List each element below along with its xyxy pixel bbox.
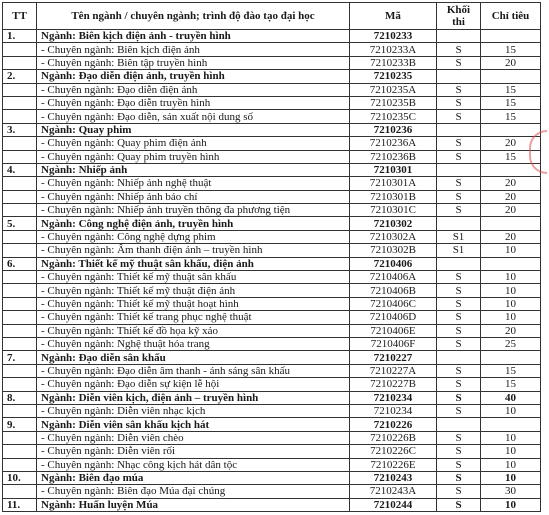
exam-group-cell: S <box>437 498 481 511</box>
row-number-cell <box>3 190 37 203</box>
major-row <box>3 391 541 404</box>
row-number-cell <box>3 137 37 150</box>
program-code-cell: 7210243 <box>350 471 437 484</box>
specialization-row <box>3 110 541 123</box>
program-name-cell: - Chuyên ngành: Quay phim truyền hình <box>37 150 350 163</box>
program-name-cell: - Chuyên ngành: Thiết kế mỹ thuật điện ảnh <box>37 284 350 297</box>
program-name-cell: - Chuyên ngành: Đạo diễn âm thanh - ánh sáng sân khấu <box>37 364 350 377</box>
quota-cell: 20 <box>481 204 541 217</box>
quota-cell: 10 <box>481 311 541 324</box>
specialization-row <box>3 190 541 203</box>
row-number-cell <box>3 404 37 417</box>
specialization-row <box>3 431 541 444</box>
program-code-cell: 7210406E <box>350 324 437 337</box>
header-quota: Chỉ tiêu <box>481 3 541 30</box>
row-number-cell <box>3 177 37 190</box>
quota-cell: 20 <box>481 56 541 69</box>
specialization-row <box>3 337 541 350</box>
major-row <box>3 351 541 364</box>
quota-cell: 10 <box>481 244 541 257</box>
row-number-cell <box>3 378 37 391</box>
row-number-cell <box>3 431 37 444</box>
exam-group-cell: S <box>437 431 481 444</box>
specialization-row <box>3 204 541 217</box>
quota-cell: 20 <box>481 324 541 337</box>
quota-cell: 15 <box>481 83 541 96</box>
exam-group-cell: S <box>437 137 481 150</box>
specialization-row <box>3 284 541 297</box>
exam-group-cell <box>437 257 481 270</box>
specialization-row <box>3 458 541 471</box>
row-number-cell <box>3 311 37 324</box>
major-row <box>3 123 541 136</box>
program-code-cell: 7210234 <box>350 404 437 417</box>
specialization-row <box>3 271 541 284</box>
quota-cell: 10 <box>481 284 541 297</box>
program-code-cell: 7210227 <box>350 351 437 364</box>
program-name-cell: - Chuyên ngành: Công nghệ dựng phim <box>37 230 350 243</box>
specialization-row <box>3 43 541 56</box>
exam-group-cell: S <box>437 324 481 337</box>
program-name-cell: - Chuyên ngành: Đạo diễn truyền hình <box>37 96 350 109</box>
quota-cell: 10 <box>481 297 541 310</box>
specialization-row <box>3 297 541 310</box>
program-code-cell: 7210234 <box>350 391 437 404</box>
program-code-cell: 7210302 <box>350 217 437 230</box>
program-code-cell: 7210406 <box>350 257 437 270</box>
program-code-cell: 7210235A <box>350 83 437 96</box>
program-code-cell: 7210233 <box>350 30 437 43</box>
quota-cell: 15 <box>481 43 541 56</box>
specialization-row <box>3 230 541 243</box>
program-name-cell: Ngành: Đạo diễn sân khấu <box>37 351 350 364</box>
quota-cell <box>481 123 541 136</box>
row-number-cell: 6. <box>3 257 37 270</box>
exam-group-cell <box>437 217 481 230</box>
program-name-cell: - Chuyên ngành: Đạo diễn điện ảnh <box>37 83 350 96</box>
program-code-cell: 7210233A <box>350 43 437 56</box>
major-row <box>3 30 541 43</box>
exam-group-cell <box>437 70 481 83</box>
quota-cell: 10 <box>481 458 541 471</box>
row-number-cell <box>3 230 37 243</box>
program-name-cell: - Chuyên ngành: Nhạc công kịch hát dân tộc <box>37 458 350 471</box>
quota-cell <box>481 30 541 43</box>
exam-group-cell: S <box>437 177 481 190</box>
row-number-cell: 8. <box>3 391 37 404</box>
program-name-cell: Ngành: Diễn viên sân khấu kịch hát <box>37 418 350 431</box>
quota-cell <box>481 418 541 431</box>
program-code-cell: 7210301 <box>350 163 437 176</box>
row-number-cell <box>3 337 37 350</box>
specialization-row <box>3 137 541 150</box>
exam-group-cell: S1 <box>437 230 481 243</box>
row-number-cell: 1. <box>3 30 37 43</box>
row-number-cell <box>3 83 37 96</box>
program-code-cell: 7210236 <box>350 123 437 136</box>
admissions-table <box>2 2 541 512</box>
exam-group-cell: S <box>437 110 481 123</box>
row-number-cell: 11. <box>3 498 37 511</box>
row-number-cell: 10. <box>3 471 37 484</box>
program-code-cell: 7210301B <box>350 190 437 203</box>
header-khoi: Khối thi <box>437 3 481 30</box>
row-number-cell: 5. <box>3 217 37 230</box>
row-number-cell <box>3 297 37 310</box>
program-name-cell: - Chuyên ngành: Nghệ thuật hóa trang <box>37 337 350 350</box>
program-code-cell: 7210227B <box>350 378 437 391</box>
exam-group-cell: S <box>437 391 481 404</box>
program-name-cell: - Chuyên ngành: Thiết kế đồ họa kỹ xảo <box>37 324 350 337</box>
quota-cell <box>481 257 541 270</box>
row-number-cell <box>3 284 37 297</box>
program-code-cell: 7210244 <box>350 498 437 511</box>
row-number-cell: 7. <box>3 351 37 364</box>
major-row <box>3 498 541 511</box>
program-name-cell: - Chuyên ngành: Nhiếp ảnh truyền thông đa phương tiện <box>37 204 350 217</box>
row-number-cell: 3. <box>3 123 37 136</box>
program-name-cell: - Chuyên ngành: Diễn viên chèo <box>37 431 350 444</box>
program-code-cell: 7210301A <box>350 177 437 190</box>
program-code-cell: 7210406B <box>350 284 437 297</box>
program-name-cell: - Chuyên ngành: Âm thanh điện ảnh – truyền hình <box>37 244 350 257</box>
row-number-cell <box>3 364 37 377</box>
quota-cell: 15 <box>481 96 541 109</box>
exam-group-cell <box>437 418 481 431</box>
specialization-row <box>3 445 541 458</box>
table-body <box>3 30 541 512</box>
specialization-row <box>3 56 541 69</box>
program-name-cell: Ngành: Đạo diễn điện ảnh, truyền hình <box>37 70 350 83</box>
quota-cell: 20 <box>481 230 541 243</box>
specialization-row <box>3 150 541 163</box>
quota-cell <box>481 351 541 364</box>
row-number-cell <box>3 204 37 217</box>
quota-cell: 25 <box>481 337 541 350</box>
exam-group-cell: S <box>437 56 481 69</box>
specialization-row <box>3 244 541 257</box>
exam-group-cell: S <box>437 445 481 458</box>
program-name-cell: - Chuyên ngành: Thiết kế mỹ thuật sân khấu <box>37 271 350 284</box>
exam-group-cell <box>437 30 481 43</box>
program-name-cell: Ngành: Diễn viên kịch, điện ảnh – truyền hình <box>37 391 350 404</box>
program-code-cell: 7210227A <box>350 364 437 377</box>
quota-cell: 10 <box>481 471 541 484</box>
row-number-cell: 4. <box>3 163 37 176</box>
program-code-cell: 7210406F <box>350 337 437 350</box>
exam-group-cell: S <box>437 150 481 163</box>
exam-group-cell: S <box>437 271 481 284</box>
row-number-cell <box>3 244 37 257</box>
program-code-cell: 7210226C <box>350 445 437 458</box>
exam-group-cell <box>437 123 481 136</box>
program-name-cell: - Chuyên ngành: Nhiếp ảnh báo chí <box>37 190 350 203</box>
row-number-cell <box>3 324 37 337</box>
row-number-cell <box>3 445 37 458</box>
exam-group-cell: S <box>437 337 481 350</box>
quota-cell: 10 <box>481 498 541 511</box>
major-row <box>3 257 541 270</box>
specialization-row <box>3 364 541 377</box>
specialization-row <box>3 177 541 190</box>
quota-cell: 10 <box>481 404 541 417</box>
quota-cell: 10 <box>481 431 541 444</box>
program-name-cell: - Chuyên ngành: Quay phim điện ảnh <box>37 137 350 150</box>
exam-group-cell: S <box>437 364 481 377</box>
row-number-cell <box>3 96 37 109</box>
major-row <box>3 418 541 431</box>
program-code-cell: 7210233B <box>350 56 437 69</box>
row-number-cell: 9. <box>3 418 37 431</box>
program-name-cell: - Chuyên ngành: Biên tập truyền hình <box>37 56 350 69</box>
exam-group-cell: S <box>437 284 481 297</box>
row-number-cell <box>3 110 37 123</box>
row-number-cell <box>3 43 37 56</box>
exam-group-cell: S <box>437 311 481 324</box>
quota-cell: 40 <box>481 391 541 404</box>
program-name-cell: - Chuyên ngành: Đạo diễn, sản xuất nội dung số <box>37 110 350 123</box>
program-name-cell: Ngành: Biên đạo múa <box>37 471 350 484</box>
header-tt: TT <box>3 3 37 30</box>
program-name-cell: Ngành: Biên kịch điện ảnh - truyền hình <box>37 30 350 43</box>
program-code-cell: 7210406C <box>350 297 437 310</box>
program-name-cell: - Chuyên ngành: Thiết kế mỹ thuật hoạt hình <box>37 297 350 310</box>
program-name-cell: - Chuyên ngành: Thiết kế trang phục nghệ thuật <box>37 311 350 324</box>
quota-cell: 15 <box>481 364 541 377</box>
quota-cell: 10 <box>481 271 541 284</box>
exam-group-cell: S <box>437 297 481 310</box>
program-code-cell: 7210406A <box>350 271 437 284</box>
program-name-cell: Ngành: Thiết kế mỹ thuật sân khấu, điện ảnh <box>37 257 350 270</box>
table-header-row <box>3 3 541 30</box>
program-name-cell: - Chuyên ngành: Biên kịch điện ảnh <box>37 43 350 56</box>
program-name-cell: - Chuyên ngành: Diễn viên rối <box>37 445 350 458</box>
program-code-cell: 7210235C <box>350 110 437 123</box>
program-code-cell: 7210236A <box>350 137 437 150</box>
major-row <box>3 217 541 230</box>
specialization-row <box>3 324 541 337</box>
program-name-cell: - Chuyên ngành: Diễn viên nhạc kịch <box>37 404 350 417</box>
specialization-row <box>3 404 541 417</box>
program-name-cell: - Chuyên ngành: Biên đạo Múa đại chúng <box>37 485 350 498</box>
program-name-cell: Ngành: Quay phim <box>37 123 350 136</box>
exam-group-cell: S <box>437 43 481 56</box>
program-name-cell: - Chuyên ngành: Đạo diễn sự kiện lễ hội <box>37 378 350 391</box>
specialization-row <box>3 96 541 109</box>
row-number-cell <box>3 150 37 163</box>
exam-group-cell: S <box>437 485 481 498</box>
program-code-cell: 7210226E <box>350 458 437 471</box>
exam-group-cell: S <box>437 378 481 391</box>
exam-group-cell: S <box>437 83 481 96</box>
specialization-row <box>3 311 541 324</box>
program-code-cell: 7210226B <box>350 431 437 444</box>
header-name: Tên ngành / chuyên ngành; trình độ đào tạo đại học <box>37 3 350 30</box>
admissions-document <box>2 2 541 512</box>
program-name-cell: Ngành: Nhiếp ảnh <box>37 163 350 176</box>
row-number-cell <box>3 485 37 498</box>
program-code-cell: 7210302A <box>350 230 437 243</box>
exam-group-cell: S <box>437 471 481 484</box>
exam-group-cell: S <box>437 190 481 203</box>
exam-group-cell: S <box>437 204 481 217</box>
major-row <box>3 471 541 484</box>
major-row <box>3 163 541 176</box>
program-code-cell: 7210235 <box>350 70 437 83</box>
quota-cell: 20 <box>481 177 541 190</box>
program-code-cell: 7210406D <box>350 311 437 324</box>
quota-cell: 10 <box>481 445 541 458</box>
program-code-cell: 7210235B <box>350 96 437 109</box>
program-name-cell: - Chuyên ngành: Nhiếp ảnh nghệ thuật <box>37 177 350 190</box>
program-code-cell: 7210301C <box>350 204 437 217</box>
specialization-row <box>3 378 541 391</box>
program-name-cell: Ngành: Công nghệ điện ảnh, truyền hình <box>37 217 350 230</box>
quota-cell: 15 <box>481 110 541 123</box>
quota-cell <box>481 70 541 83</box>
header-code: Mã <box>350 3 437 30</box>
program-code-cell: 7210236B <box>350 150 437 163</box>
program-code-cell: 7210302B <box>350 244 437 257</box>
quota-cell: 15 <box>481 150 541 163</box>
program-code-cell: 7210243A <box>350 485 437 498</box>
row-number-cell <box>3 271 37 284</box>
exam-group-cell: S1 <box>437 244 481 257</box>
exam-group-cell <box>437 351 481 364</box>
row-number-cell <box>3 458 37 471</box>
quota-cell: 15 <box>481 378 541 391</box>
major-row <box>3 70 541 83</box>
exam-group-cell: S <box>437 404 481 417</box>
specialization-row <box>3 485 541 498</box>
quota-cell: 20 <box>481 190 541 203</box>
exam-group-cell <box>437 163 481 176</box>
row-number-cell: 2. <box>3 70 37 83</box>
specialization-row <box>3 83 541 96</box>
row-number-cell <box>3 56 37 69</box>
exam-group-cell: S <box>437 96 481 109</box>
program-name-cell: Ngành: Huấn luyện Múa <box>37 498 350 511</box>
program-code-cell: 7210226 <box>350 418 437 431</box>
quota-cell: 20 <box>481 137 541 150</box>
exam-group-cell: S <box>437 458 481 471</box>
quota-cell: 30 <box>481 485 541 498</box>
quota-cell <box>481 217 541 230</box>
